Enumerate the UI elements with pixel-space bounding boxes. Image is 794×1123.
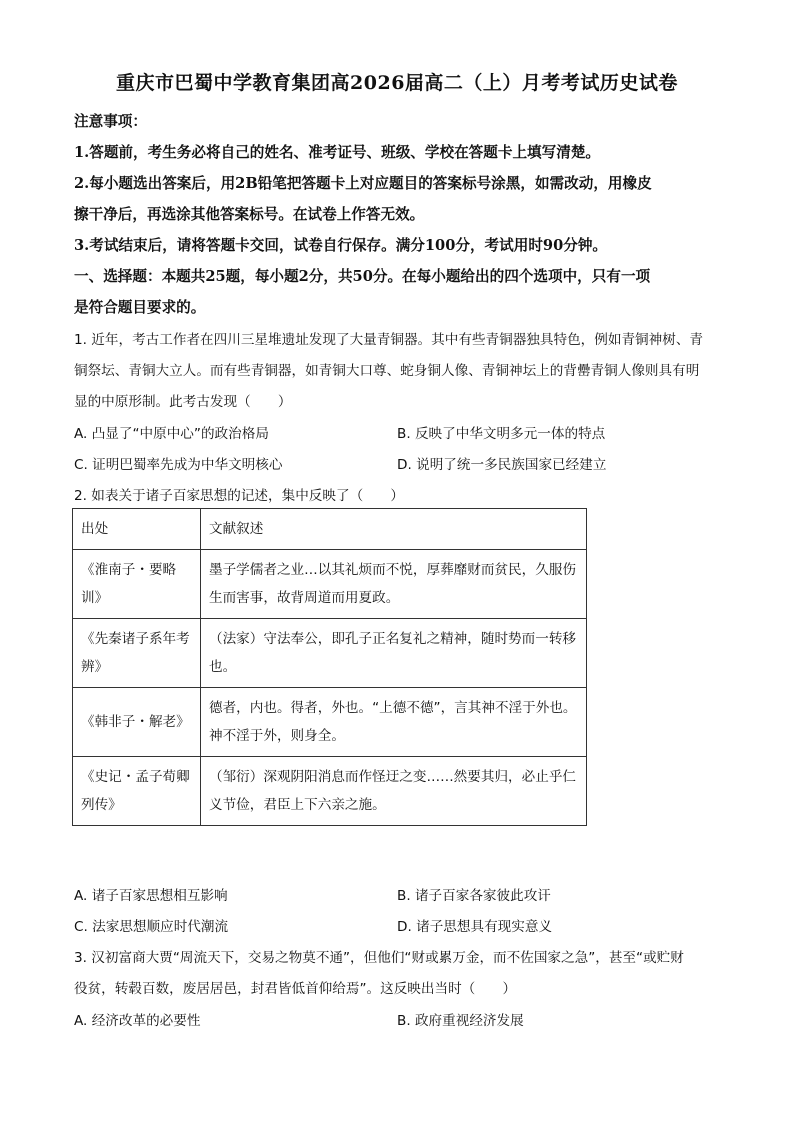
q2-option-d[interactable]: D. 诸子思想具有现实意义 (397, 919, 553, 935)
q3-stem-line-2: 役贫，转毂百数，废居居邑，封君皆低首仰给焉”。这反映出当时（ ） (74, 981, 517, 997)
table-cell-source: 《先秦诸子系年考辨》 (73, 619, 201, 688)
table-cell-text: （邹衍）深观阴阳消息而作怪迂之变……然要其归，必止乎仁义节俭，君臣上下六亲之施。 (201, 757, 587, 826)
notice-line-4: 3.考试结束后，请将答题卡交回，试卷自行保存。满分100分，考试用时90分钟。 (74, 237, 608, 254)
notice-line-1: 1.答题前，考生务必将自己的姓名、准考证号、班级、学校在答题卡上填写清楚。 (74, 144, 601, 161)
q2-option-a[interactable]: A. 诸子百家思想相互影响 (74, 888, 228, 904)
section-heading-line-1: 一、选择题：本题共25题，每小题2分，共50分。在每小题给出的四个选项中，只有一项 (74, 268, 651, 285)
table-cell-source: 《淮南子・要略训》 (73, 550, 201, 619)
q3-stem-line-1: 3. 汉初富商大贾“周流天下，交易之物莫不通”，但他们“财或累万金，而不佐国家之急”，甚至“或贮财 (74, 950, 684, 966)
exam-title: 重庆市巴蜀中学教育集团高2026届高二（上）月考考试历史试卷 (116, 72, 678, 94)
q2-option-c[interactable]: C. 法家思想顺应时代潮流 (74, 919, 229, 935)
table-cell-text: 墨子学儒者之业…以其礼烦而不悦，厚葬靡财而贫民，久服伤生而害事，故背周道而用夏政。 (201, 550, 587, 619)
table-row (73, 757, 587, 826)
notice-line-3: 擦干净后，再选涂其他答案标号。在试卷上作答无效。 (74, 206, 425, 223)
notice-heading: 注意事项： (74, 113, 147, 130)
q3-option-a[interactable]: A. 经济改革的必要性 (74, 1013, 201, 1029)
q1-option-a[interactable]: A. 凸显了“中原中心”的政治格局 (74, 426, 269, 442)
table-header-text: 文献叙述 (201, 509, 587, 550)
table-row (73, 619, 587, 688)
table-cell-text: （法家）守法奉公，即孔子正名复礼之精神，随时势而一转移也。 (201, 619, 587, 688)
q3-option-b[interactable]: B. 政府重视经济发展 (397, 1013, 524, 1029)
table-header-source: 出处 (73, 509, 201, 550)
table-cell-source: 《韩非子・解老》 (73, 688, 201, 757)
q1-option-d[interactable]: D. 说明了统一多民族国家已经建立 (397, 457, 607, 473)
table-row (73, 550, 587, 619)
table-row (73, 688, 587, 757)
q1-stem-line-3: 显的中原形制。此考古发现（ ） (74, 394, 292, 410)
table-cell-text: 德者，内也。得者，外也。“上德不德”，言其神不淫于外也。神不淫于外，则身全。 (201, 688, 587, 757)
q1-stem-line-1: 1. 近年，考古工作者在四川三星堆遗址发现了大量青铜器。其中有些青铜器独具特色，例如青铜神树、青 (74, 332, 704, 348)
q2-source-table (72, 508, 587, 826)
q2-stem: 2. 如表关于诸子百家思想的记述，集中反映了（ ） (74, 488, 404, 504)
notice-line-2: 2.每小题选出答案后，用2B铅笔把答题卡上对应题目的答案标号涂黑，如需改动，用橡皮 (74, 175, 652, 192)
table-header-row (73, 509, 587, 550)
q1-option-c[interactable]: C. 证明巴蜀率先成为中华文明核心 (74, 457, 283, 473)
q2-option-b[interactable]: B. 诸子百家各家彼此攻讦 (397, 888, 551, 904)
q1-stem-line-2: 铜祭坛、青铜大立人。而有些青铜器，如青铜大口尊、蛇身铜人像、青铜神坛上的背罍青铜人像则具有明 (74, 363, 700, 379)
table-cell-source: 《史记・孟子荀卿列传》 (73, 757, 201, 826)
section-heading-line-2: 是符合题目要求的。 (74, 299, 206, 316)
q1-option-b[interactable]: B. 反映了中华文明多元一体的特点 (397, 426, 606, 442)
